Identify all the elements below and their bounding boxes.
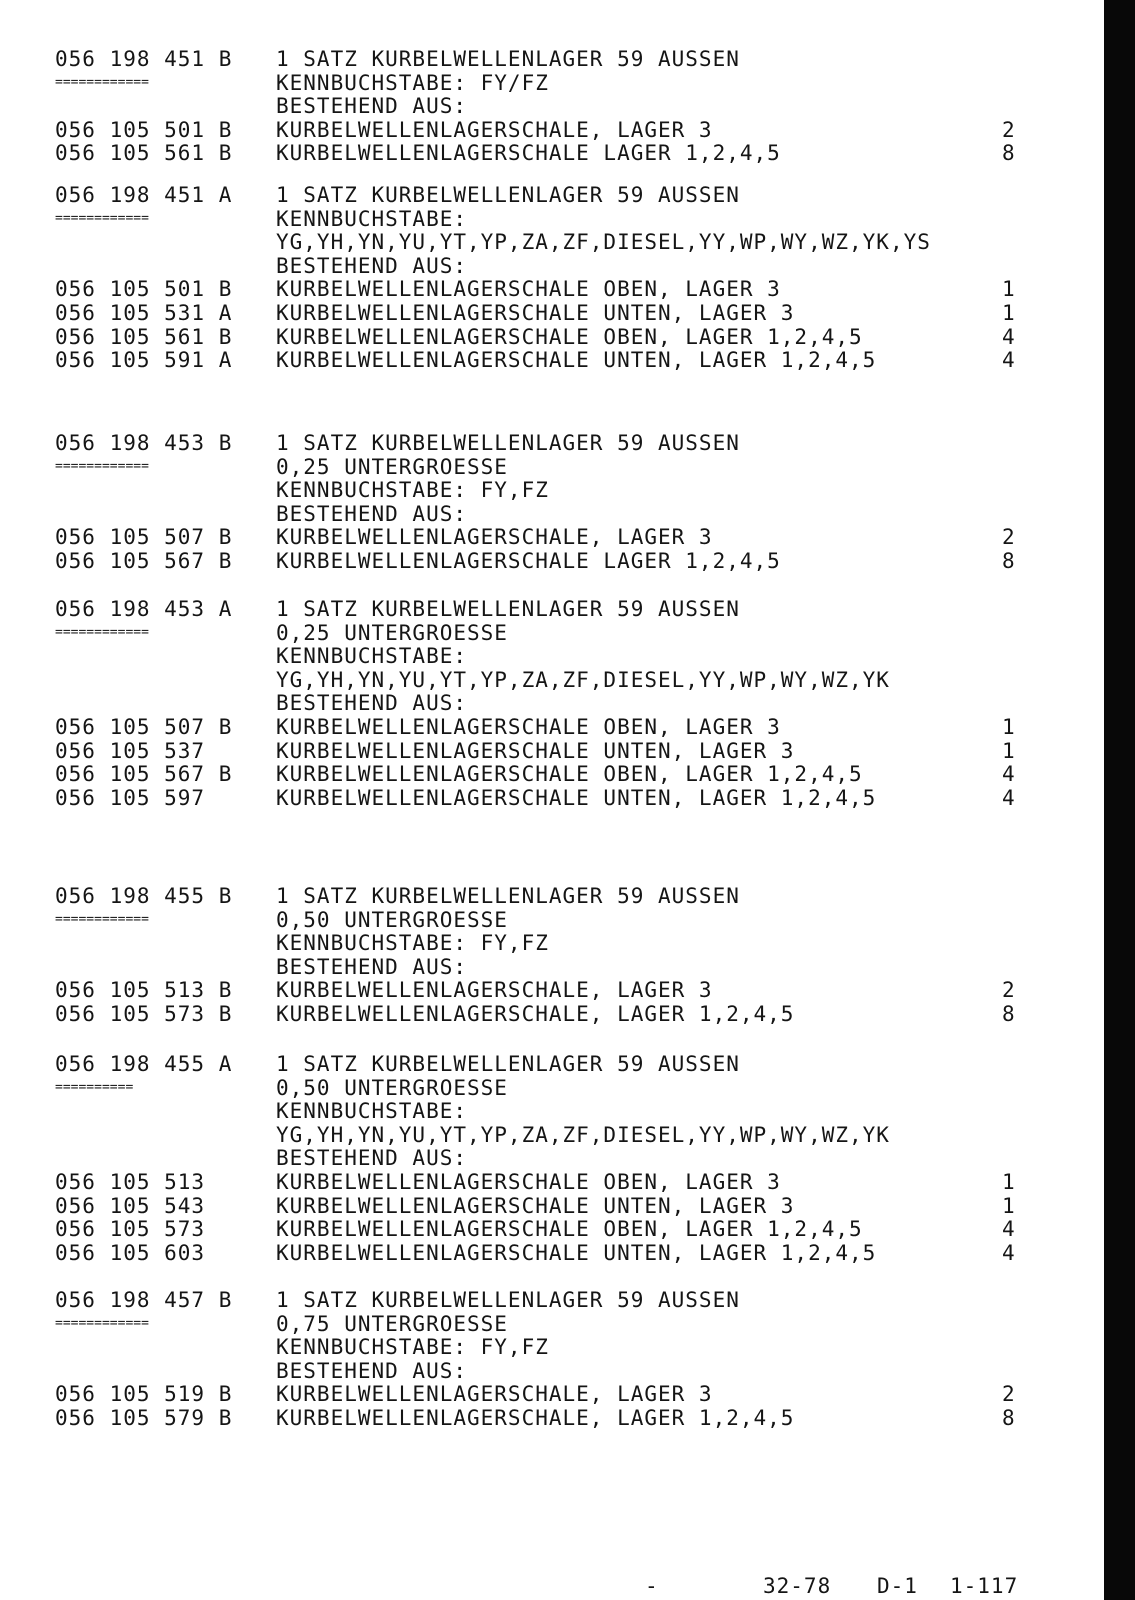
item-part-number: 056 105 561 B (55, 325, 233, 349)
item-quantity: 2 (1002, 1382, 1016, 1406)
item-part-number: 056 105 543 (55, 1194, 206, 1218)
item-description: KURBELWELLENLAGERSCHALE LAGER 1,2,4,5 (276, 549, 781, 573)
item-part-number: 056 105 603 (55, 1241, 206, 1265)
footer-page-code-b: D-1 (877, 1574, 918, 1598)
set-header-line: BESTEHEND AUS: (276, 1359, 468, 1383)
item-part-number: 056 105 597 (55, 786, 206, 810)
item-part-number: 056 105 519 B (55, 1382, 233, 1406)
set-part-number: 056 198 453 A (55, 597, 233, 621)
item-quantity: 8 (1002, 1406, 1016, 1430)
set-part-number: 056 198 451 B (55, 47, 233, 71)
set-header-line: BESTEHEND AUS: (276, 254, 468, 278)
set-part-number: 056 198 455 B (55, 884, 233, 908)
item-quantity: 4 (1002, 786, 1016, 810)
set-header-line: KENNBUCHSTABE: FY,FZ (276, 931, 549, 955)
item-description: KURBELWELLENLAGERSCHALE UNTEN, LAGER 1,2,4,5 (276, 786, 877, 810)
item-part-number: 056 105 513 (55, 1170, 206, 1194)
part-number-underline: ============ (55, 912, 149, 927)
part-number-underline: ============ (55, 75, 149, 90)
set-header-line: 1 SATZ KURBELWELLENLAGER 59 AUSSEN (276, 47, 740, 71)
item-quantity: 4 (1002, 348, 1016, 372)
set-header-line: KENNBUCHSTABE: (276, 207, 468, 231)
item-quantity: 2 (1002, 525, 1016, 549)
part-number-underline: ============ (55, 459, 149, 474)
item-description: KURBELWELLENLAGERSCHALE UNTEN, LAGER 1,2,4,5 (276, 348, 877, 372)
set-header-line: KENNBUCHSTABE: (276, 1099, 468, 1123)
item-description: KURBELWELLENLAGERSCHALE OBEN, LAGER 1,2,4,5 (276, 762, 863, 786)
item-part-number: 056 105 513 B (55, 978, 233, 1002)
item-part-number: 056 105 507 B (55, 715, 233, 739)
item-description: KURBELWELLENLAGERSCHALE, LAGER 3 (276, 1382, 713, 1406)
set-header-line: 1 SATZ KURBELWELLENLAGER 59 AUSSEN (276, 597, 740, 621)
set-header-line: KENNBUCHSTABE: FY,FZ (276, 478, 549, 502)
scan-edge-bar (1104, 0, 1135, 1600)
item-quantity: 4 (1002, 1217, 1016, 1241)
set-header-line: KENNBUCHSTABE: (276, 644, 468, 668)
set-header-line: KENNBUCHSTABE: FY/FZ (276, 71, 549, 95)
part-number-underline: ============ (55, 625, 149, 640)
set-header-line: YG,YH,YN,YU,YT,YP,ZA,ZF,DIESEL,YY,WP,WY,WZ,YK,YS (276, 230, 931, 254)
set-header-line: BESTEHEND AUS: (276, 955, 468, 979)
item-quantity: 1 (1002, 1194, 1016, 1218)
item-quantity: 4 (1002, 325, 1016, 349)
item-description: KURBELWELLENLAGERSCHALE OBEN, LAGER 1,2,4,5 (276, 1217, 863, 1241)
item-part-number: 056 105 591 A (55, 348, 233, 372)
set-header-line: BESTEHEND AUS: (276, 691, 468, 715)
set-header-line: BESTEHEND AUS: (276, 94, 468, 118)
footer-dash: - (645, 1574, 659, 1598)
item-description: KURBELWELLENLAGERSCHALE UNTEN, LAGER 1,2,4,5 (276, 1241, 877, 1265)
item-description: KURBELWELLENLAGERSCHALE UNTEN, LAGER 3 (276, 1194, 795, 1218)
footer-page-code-c: 1-117 (950, 1574, 1019, 1598)
part-number-underline: ============ (55, 211, 149, 226)
item-description: KURBELWELLENLAGERSCHALE, LAGER 3 (276, 525, 713, 549)
item-description: KURBELWELLENLAGERSCHALE OBEN, LAGER 3 (276, 277, 781, 301)
item-quantity: 4 (1002, 1241, 1016, 1265)
item-quantity: 1 (1002, 277, 1016, 301)
item-description: KURBELWELLENLAGERSCHALE OBEN, LAGER 1,2,4,5 (276, 325, 863, 349)
set-header-line: YG,YH,YN,YU,YT,YP,ZA,ZF,DIESEL,YY,WP,WY,WZ,YK (276, 1123, 890, 1147)
item-part-number: 056 105 573 (55, 1217, 206, 1241)
set-header-line: 1 SATZ KURBELWELLENLAGER 59 AUSSEN (276, 183, 740, 207)
item-part-number: 056 105 501 B (55, 277, 233, 301)
set-part-number: 056 198 451 A (55, 183, 233, 207)
set-part-number: 056 198 455 A (55, 1052, 233, 1076)
part-number-underline: ============ (55, 1316, 149, 1331)
set-header-line: 0,50 UNTERGROESSE (276, 908, 508, 932)
item-part-number: 056 105 501 B (55, 118, 233, 142)
item-quantity: 1 (1002, 739, 1016, 763)
item-quantity: 8 (1002, 1002, 1016, 1026)
item-description: KURBELWELLENLAGERSCHALE UNTEN, LAGER 3 (276, 739, 795, 763)
set-header-line: 0,75 UNTERGROESSE (276, 1312, 508, 1336)
item-part-number: 056 105 561 B (55, 141, 233, 165)
item-quantity: 8 (1002, 549, 1016, 573)
item-description: KURBELWELLENLAGERSCHALE LAGER 1,2,4,5 (276, 141, 781, 165)
set-header-line: YG,YH,YN,YU,YT,YP,ZA,ZF,DIESEL,YY,WP,WY,WZ,YK (276, 668, 890, 692)
set-header-line: 1 SATZ KURBELWELLENLAGER 59 AUSSEN (276, 1288, 740, 1312)
set-header-line: 1 SATZ KURBELWELLENLAGER 59 AUSSEN (276, 1052, 740, 1076)
set-header-line: KENNBUCHSTABE: FY,FZ (276, 1335, 549, 1359)
item-description: KURBELWELLENLAGERSCHALE UNTEN, LAGER 3 (276, 301, 795, 325)
item-part-number: 056 105 531 A (55, 301, 233, 325)
footer-page-code-a: 32-78 (763, 1574, 832, 1598)
item-description: KURBELWELLENLAGERSCHALE, LAGER 3 (276, 978, 713, 1002)
item-description: KURBELWELLENLAGERSCHALE, LAGER 1,2,4,5 (276, 1002, 795, 1026)
item-part-number: 056 105 537 (55, 739, 206, 763)
item-part-number: 056 105 567 B (55, 549, 233, 573)
item-description: KURBELWELLENLAGERSCHALE OBEN, LAGER 3 (276, 715, 781, 739)
item-quantity: 2 (1002, 978, 1016, 1002)
set-header-line: 0,25 UNTERGROESSE (276, 621, 508, 645)
set-part-number: 056 198 457 B (55, 1288, 233, 1312)
item-part-number: 056 105 579 B (55, 1406, 233, 1430)
item-description: KURBELWELLENLAGERSCHALE, LAGER 3 (276, 118, 713, 142)
item-quantity: 1 (1002, 1170, 1016, 1194)
item-description: KURBELWELLENLAGERSCHALE OBEN, LAGER 3 (276, 1170, 781, 1194)
item-part-number: 056 105 573 B (55, 1002, 233, 1026)
item-part-number: 056 105 507 B (55, 525, 233, 549)
item-quantity: 2 (1002, 118, 1016, 142)
set-header-line: BESTEHEND AUS: (276, 502, 468, 526)
item-quantity: 4 (1002, 762, 1016, 786)
set-header-line: 0,50 UNTERGROESSE (276, 1076, 508, 1100)
set-header-line: 1 SATZ KURBELWELLENLAGER 59 AUSSEN (276, 431, 740, 455)
item-description: KURBELWELLENLAGERSCHALE, LAGER 1,2,4,5 (276, 1406, 795, 1430)
item-quantity: 8 (1002, 141, 1016, 165)
item-part-number: 056 105 567 B (55, 762, 233, 786)
item-quantity: 1 (1002, 301, 1016, 325)
part-number-underline: ========== (55, 1080, 134, 1095)
set-part-number: 056 198 453 B (55, 431, 233, 455)
set-header-line: 0,25 UNTERGROESSE (276, 455, 508, 479)
set-header-line: BESTEHEND AUS: (276, 1146, 468, 1170)
set-header-line: 1 SATZ KURBELWELLENLAGER 59 AUSSEN (276, 884, 740, 908)
item-quantity: 1 (1002, 715, 1016, 739)
